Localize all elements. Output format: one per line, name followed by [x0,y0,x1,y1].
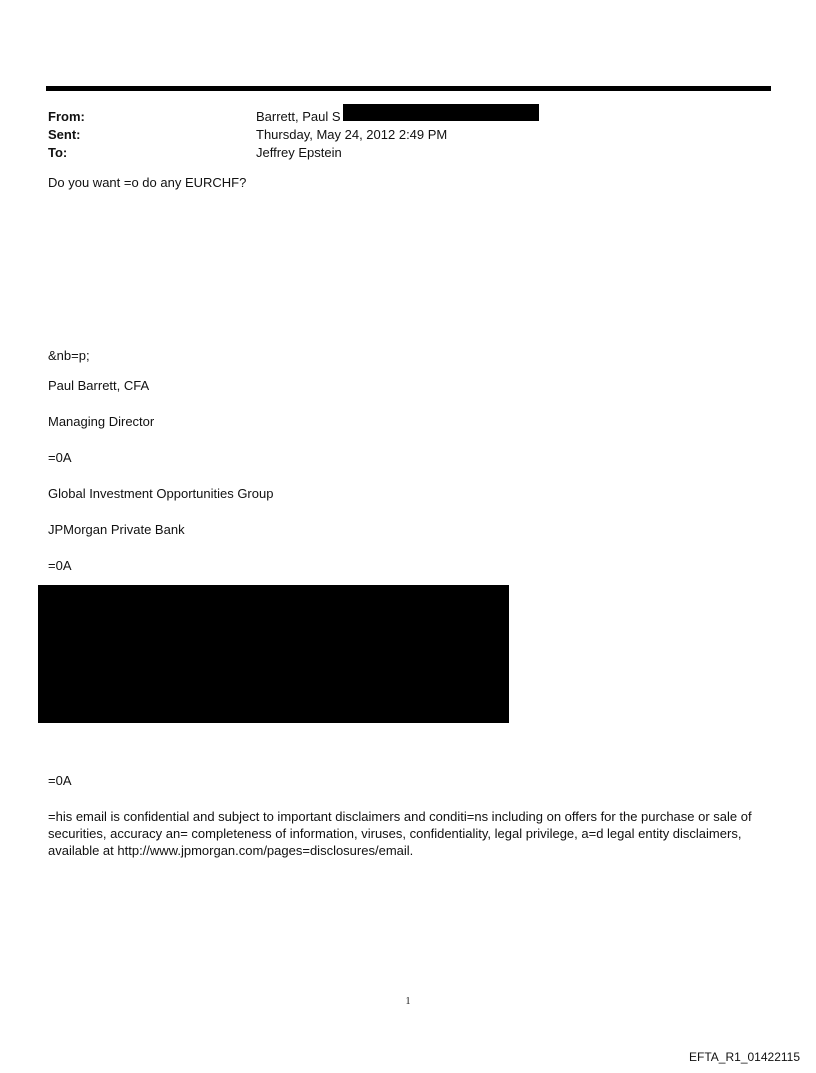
signature-group: Global Investment Opportunities Group [48,486,274,501]
line-break-artifact: =0A [48,773,72,788]
nbsp-artifact-line: &nb=p; [48,348,90,363]
from-label: From: [48,109,85,124]
from-value: Barrett, Paul S [256,109,341,124]
signature-title: Managing Director [48,414,155,429]
redaction-email-address [343,104,539,121]
sent-label: Sent: [48,127,81,142]
signature-name: Paul Barrett, CFA [48,378,150,393]
to-label: To: [48,145,68,160]
header-rule [46,86,771,91]
message-line: Do you want =o do any EURCHF? [48,175,247,190]
disclaimer-text: =his email is confidential and subject to important disclaimers and conditi=ns including on offers for the purchase or sale of securities, accuracy an= completeness of information, viruses, confidentiality, legal privilege, a=d legal entity disclaimers, available at http://www.jpmorgan.com/pages=disclosures/email. [48,809,752,858]
line-break-artifact: =0A [48,450,72,465]
redaction-block [38,585,509,723]
bates-number: EFTA_R1_01422115 [689,1050,800,1064]
signature-company: JPMorgan Private Bank [48,522,185,537]
sent-value: Thursday, May 24, 2012 2:49 PM [256,127,448,142]
line-break-artifact: =0A [48,558,72,573]
to-value: Jeffrey Epstein [256,145,342,160]
page-number: 1 [405,996,411,1007]
